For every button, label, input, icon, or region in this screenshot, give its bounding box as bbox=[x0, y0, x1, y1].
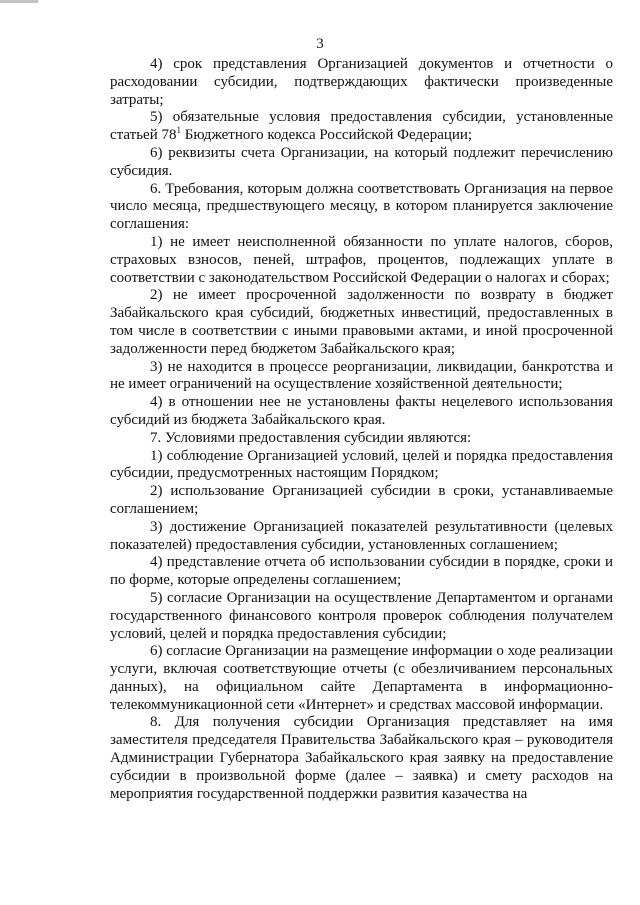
paragraph-5-conditions bbox=[110, 109, 613, 145]
article-superscript: 1 bbox=[176, 125, 181, 136]
section-8-application: 8. Для получения субсидии Организация представляет на имя заместителя председателя Правительства Забайкальского края – руководителя Администрации Губернатора Забайкальского края заявку на предоставление субсидии в произвольной форме (далее – заявка) и смету расходов на мероприятия государственной поддержки развития казачества на bbox=[110, 714, 613, 802]
condition-5: 5) согласие Организации на осуществление Департаментом и органами государственного финансового контроля проверок соблюдения получателем условий, целей и порядка предоставления субсидии; bbox=[110, 589, 613, 642]
paragraph-6-account: 6) реквизиты счета Организации, на который подлежит перечислению субсидия. bbox=[110, 144, 613, 179]
condition-4: 4) представление отчета об использовании субсидии в порядке, сроки и по форме, которые определены соглашением; bbox=[110, 554, 613, 589]
condition-6: 6) согласие Организации на размещение информации о ходе реализации услуги, включая соответствующие отчеты (с обезличиванием персональных данных), на официальном сайте Департамента в информационно-телекоммуникационной сети «Интернет» и средствах массовой информации. bbox=[110, 643, 613, 713]
page-number: 3 bbox=[316, 36, 324, 52]
paragraph-4-deadline: 4) срок представления Организацией документов и отчетности о расходовании субсидии, подтверждающих фактически произведенные затраты; bbox=[110, 56, 613, 108]
section-6-requirements: 6. Требования, которым должна соответствовать Организация на первое число месяца, предшествующего месяцу, в котором планируется заключение соглашения: bbox=[110, 180, 613, 233]
condition-1: 1) соблюдение Организацией условий, целей и порядка предоставления субсидии, предусмотренных настоящим Порядком; bbox=[110, 447, 613, 482]
paragraph-5-tail: Бюджетного кодекса Российской Федерации; bbox=[181, 127, 473, 144]
section-7-conditions: 7. Условиями предоставления субсидии являются: bbox=[150, 429, 472, 446]
requirement-1: 1) не имеет неисполненной обязанности по уплате налогов, сборов, страховых взносов, пеней, штрафов, процентов, подлежащих уплате в соответствии с законодательством Российской Федерации о налогах и сборах; bbox=[110, 233, 613, 286]
scan-corner-mark bbox=[0, 0, 38, 3]
document-body bbox=[110, 56, 613, 803]
condition-2: 2) использование Организацией субсидии в сроки, устанавливаемые соглашением; bbox=[110, 483, 613, 517]
paragraph-5-text: 5) обязательные условия предоставления субсидии, установленные статьей 78 bbox=[110, 109, 613, 144]
condition-3: 3) достижение Организацией показателей результативности (целевых показателей) предоставления субсидии, установленных соглашением; bbox=[110, 518, 613, 553]
requirement-3: 3) не находится в процессе реорганизации, ликвидации, банкротства и не имеет ограничений на осуществление хозяйственной деятельности; bbox=[110, 358, 613, 393]
requirement-2: 2) не имеет просроченной задолженности по возврату в бюджет Забайкальского края субсидий, бюджетных инвестиций, предоставленных в том числе в соответствии с иными правовыми актами, и иной просроченной задолженности перед бюджетом Забайкальского края; bbox=[110, 287, 613, 357]
requirement-4: 4) в отношении нее не установлены факты нецелевого использования субсидий из бюджета Забайкальского края. bbox=[110, 394, 613, 428]
